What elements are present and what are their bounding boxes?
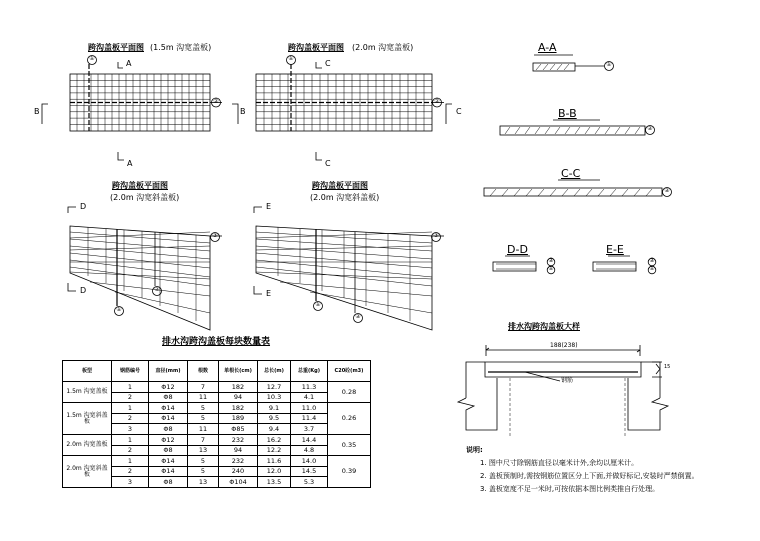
circle-marker-two: ②: [548, 257, 554, 264]
table-cell: 1: [112, 456, 149, 467]
circle-marker-two: ②: [355, 313, 361, 320]
table-cell: 9.5: [258, 413, 291, 424]
table-cell: 4.8: [291, 445, 328, 456]
table-cell: 11.0: [291, 403, 328, 414]
circle-marker-two: ②: [213, 97, 219, 105]
section-a-a-label: A-A: [538, 41, 557, 54]
concrete-volume-cell: 0.28: [328, 382, 371, 403]
section-c-c-label: C-C: [561, 167, 581, 180]
cut-label-a-top: A: [126, 59, 132, 68]
plan-3-title: 跨沟盖板平面图: [112, 181, 168, 190]
quantity-table: [62, 360, 371, 488]
quantity-table-title: 排水沟跨沟盖板每块数量表: [162, 337, 271, 347]
table-header-cell: 总重(Kg): [291, 361, 328, 382]
cut-label-d-bottom: D: [80, 286, 87, 295]
table-cell: Φ14: [149, 413, 188, 424]
table-cell: 11.6: [258, 456, 291, 467]
cut-label-b-left: B: [34, 107, 40, 116]
plan-2-grid: [256, 56, 452, 161]
group-name-cell: 2.0m 沟宽盖板: [63, 434, 112, 455]
circle-marker-two: ②: [664, 187, 670, 194]
circle-marker-one: ①: [548, 265, 554, 272]
table-cell: Φ85: [219, 424, 258, 435]
circle-marker-one: ①: [288, 55, 294, 62]
table-cell: 3: [112, 424, 149, 435]
table-cell: 189: [219, 413, 258, 424]
table-cell: 9.1: [258, 403, 291, 414]
table-cell: 2: [112, 466, 149, 477]
table-header-cell: 板型: [63, 361, 112, 382]
plan-4-grid: [254, 207, 444, 330]
table-header-cell: 直径(mm): [149, 361, 188, 382]
notes: [466, 444, 699, 496]
note-item: 2. 盖板预制时,需按钢筋位置区分上下面,并做好标记,安装时严禁倒置。: [480, 472, 699, 480]
cut-label-e-top: E: [266, 202, 272, 211]
group-name-cell: 1.5m 沟宽盖板: [63, 382, 112, 403]
plan-1-subtitle: (1.5m 沟宽盖板): [150, 43, 212, 52]
table-cell: 16.2: [258, 434, 291, 445]
table-cell: 1: [112, 403, 149, 414]
table-cell: 14.5: [291, 466, 328, 477]
plan-3-grid: [68, 207, 222, 330]
table-cell: 94: [219, 445, 258, 456]
table-cell: 13.5: [258, 477, 291, 488]
table-cell: Φ14: [149, 403, 188, 414]
table-header-cell: C20砼(m3): [328, 361, 371, 382]
table-cell: 2: [112, 392, 149, 403]
table-cell: 14.4: [291, 434, 328, 445]
table-cell: Φ8: [149, 445, 188, 456]
table-cell: 1: [112, 434, 149, 445]
table-header-cell: 总长(m): [258, 361, 291, 382]
circle-marker-two: ②: [154, 286, 160, 293]
notes-label: 说明:: [466, 446, 483, 454]
note-item: 1. 图中尺寸除钢筋直径以毫米计外,余均以厘米计。: [480, 459, 639, 467]
section-views: [484, 55, 672, 274]
circle-marker-three: ③: [212, 232, 218, 239]
table-cell: 4.1: [291, 392, 328, 403]
circle-marker-two: ②: [649, 257, 655, 264]
circle-marker-two: ②: [647, 125, 653, 132]
table-cell: 14.0: [291, 456, 328, 467]
table-cell: 12.0: [258, 466, 291, 477]
detail-rebar-label: 钢筋: [561, 377, 574, 384]
cut-label-a-bottom: A: [127, 159, 133, 168]
table-cell: 5: [188, 466, 219, 477]
concrete-volume-cell: 0.39: [328, 456, 371, 488]
cut-label-d-top: D: [80, 202, 87, 211]
table-cell: Φ104: [219, 477, 258, 488]
table-cell: 13: [188, 445, 219, 456]
cut-label-c-bottom: C: [325, 159, 331, 168]
table-row: [63, 434, 371, 445]
table-header-row: [63, 361, 371, 382]
cut-label-c-top: C: [325, 59, 331, 68]
detail-dimension: 188(238): [550, 342, 578, 349]
table-cell: Φ8: [149, 392, 188, 403]
detail-title: 排水沟跨沟盖板大样: [508, 322, 580, 331]
table-cell: 5: [188, 403, 219, 414]
table-cell: 11: [188, 392, 219, 403]
table-cell: 10.3: [258, 392, 291, 403]
detail-side-dimension: 15: [664, 364, 671, 370]
group-name-cell: 1.5m 沟宽斜盖板: [63, 403, 112, 435]
concrete-volume-cell: 0.35: [328, 434, 371, 455]
table-cell: 12.7: [258, 382, 291, 393]
section-b-b-label: B-B: [558, 107, 577, 120]
section-e-e-label: E-E: [606, 243, 624, 256]
plan-3-subtitle: (2.0m 沟宽斜盖板): [110, 193, 180, 202]
plan-2-title: 跨沟盖板平面图: [288, 43, 344, 52]
table-cell: Φ8: [149, 424, 188, 435]
detail-drawing: [458, 342, 671, 438]
table-cell: Φ12: [149, 434, 188, 445]
table-cell: 232: [219, 456, 258, 467]
table-cell: 3.7: [291, 424, 328, 435]
table-cell: 5.3: [291, 477, 328, 488]
table-cell: 1: [112, 382, 149, 393]
table-cell: 2: [112, 445, 149, 456]
table-cell: 11.4: [291, 413, 328, 424]
table-cell: 182: [219, 403, 258, 414]
plan-1-title: 跨沟盖板平面图: [88, 43, 144, 52]
table-row: [63, 382, 371, 393]
table-cell: 2: [112, 413, 149, 424]
table-cell: 11.3: [291, 382, 328, 393]
section-d-d-label: D-D: [507, 243, 528, 256]
table-cell: 182: [219, 382, 258, 393]
circle-marker-one: ①: [89, 55, 95, 62]
table-cell: 5: [188, 456, 219, 467]
circle-marker-two: ②: [434, 97, 440, 105]
table-cell: 7: [188, 382, 219, 393]
table-cell: 11: [188, 424, 219, 435]
cut-label-e-bottom: E: [266, 289, 272, 298]
table-row: [63, 456, 371, 467]
table-cell: Φ8: [149, 477, 188, 488]
table-cell: 12.2: [258, 445, 291, 456]
table-cell: Φ12: [149, 382, 188, 393]
table-cell: 9.4: [258, 424, 291, 435]
table-cell: 13: [188, 477, 219, 488]
table-cell: 232: [219, 434, 258, 445]
circle-marker-three: ③: [433, 232, 439, 239]
table-cell: 5: [188, 413, 219, 424]
group-name-cell: 2.0m 沟宽斜盖板: [63, 456, 112, 488]
circle-marker-one: ①: [606, 61, 612, 68]
circle-marker-one: ①: [116, 306, 122, 313]
plan-1-grid: [42, 56, 238, 161]
table-cell: Φ14: [149, 466, 188, 477]
table-cell: Φ14: [149, 456, 188, 467]
circle-marker-one: ①: [315, 301, 321, 308]
note-item: 3. 盖板宽度不足一米时,可按依据本图比例类推自行处理。: [480, 485, 660, 493]
table-cell: 94: [219, 392, 258, 403]
table-row: [63, 403, 371, 414]
table-cell: 240: [219, 466, 258, 477]
plan-2-subtitle: (2.0m 沟宽盖板): [352, 43, 414, 52]
table-header-cell: 单根长(cm): [219, 361, 258, 382]
table-header-cell: 根数: [188, 361, 219, 382]
plan-4-title: 跨沟盖板平面图: [312, 181, 368, 190]
circle-marker-one: ①: [649, 265, 655, 272]
concrete-volume-cell: 0.26: [328, 403, 371, 435]
cut-label-b-right: B: [240, 107, 246, 116]
plan-4-subtitle: (2.0m 沟宽斜盖板): [310, 193, 380, 202]
table-header-cell: 钢筋编号: [112, 361, 149, 382]
table-cell: 3: [112, 477, 149, 488]
table-cell: 7: [188, 434, 219, 445]
cut-label-c-right: C: [456, 107, 462, 116]
